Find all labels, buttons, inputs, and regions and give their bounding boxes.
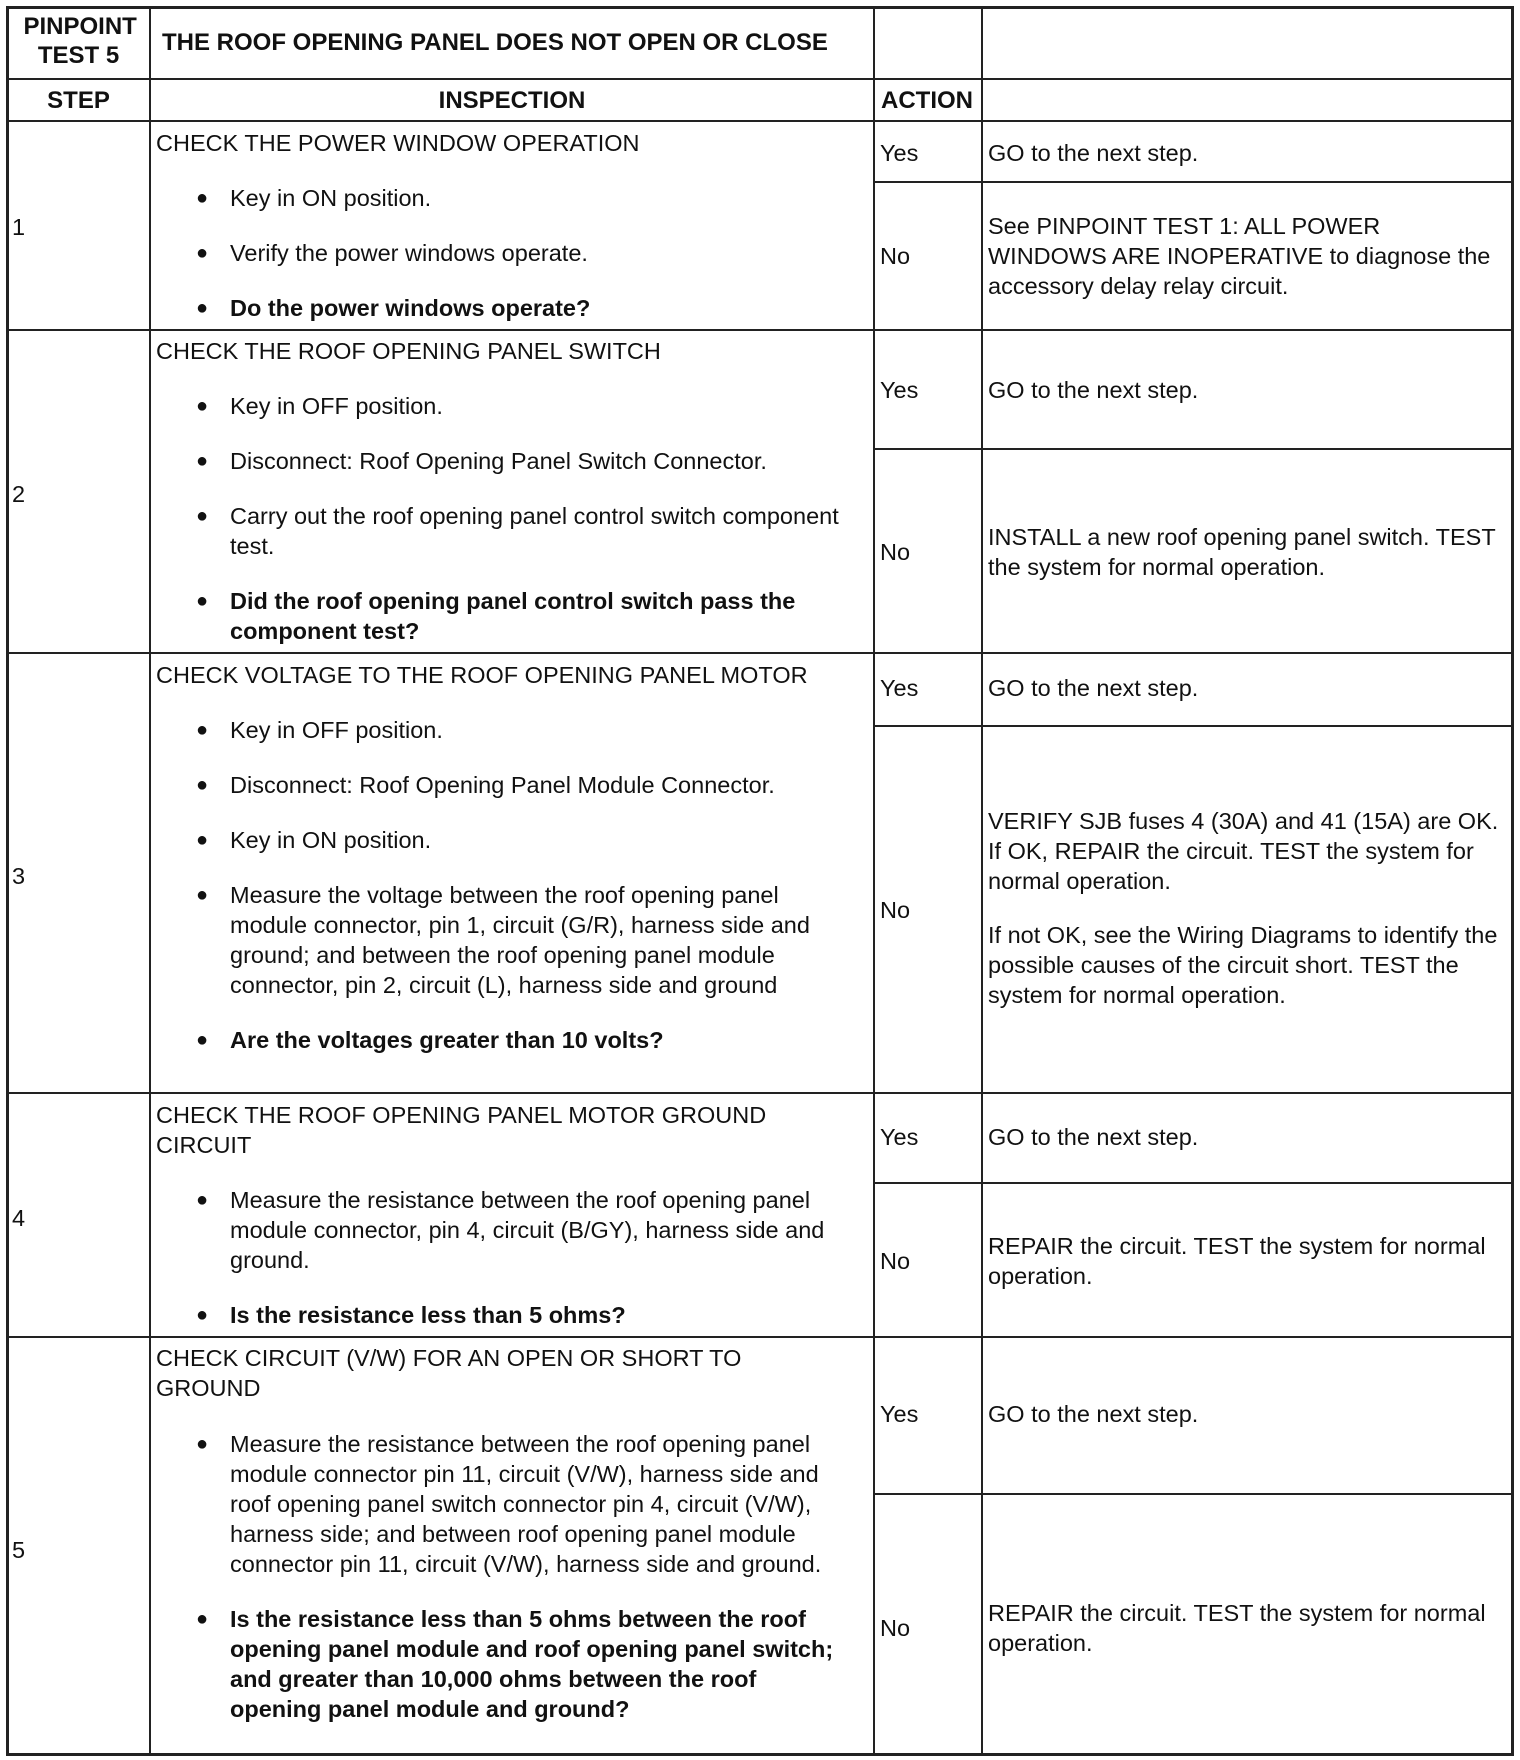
step-bullets <box>196 183 856 323</box>
divider <box>873 1493 1514 1495</box>
yes-label: Yes <box>880 675 919 701</box>
step-number: 5 <box>12 1537 26 1563</box>
bullet: ● Measure the resistance between the roof opening panel module connector pin 11, circuit (V/W), harness side and roof opening panel switch connector pin 4, circuit (V/W), harness side; and between roof opening panel module connector pin 11, circuit (V/W), harness side and ground. <box>196 1429 840 1579</box>
col-header-action-text: ACTION <box>881 87 973 114</box>
yes-result <box>988 673 1500 703</box>
bullet: ● Key in ON position. <box>196 825 856 855</box>
step-bullets <box>196 1429 856 1724</box>
divider <box>873 181 1514 183</box>
col-header-inspection-text: INSPECTION <box>438 87 586 114</box>
divider <box>6 120 1514 122</box>
bullet: ● Disconnect: Roof Opening Panel Module Connector. <box>196 770 856 800</box>
divider <box>873 448 1514 450</box>
step-title: CHECK CIRCUIT (V/W) FOR AN OPEN OR SHORT TO GROUND <box>156 1345 742 1401</box>
no-result <box>988 806 1500 1010</box>
yes-label: Yes <box>880 1124 919 1150</box>
bullet: ● Key in OFF position. <box>196 391 856 421</box>
col-header-action <box>881 86 973 116</box>
no-result-text: If not OK, see the Wiring Diagrams to identify the possible causes of the circuit short. TEST the system for normal operation. <box>988 922 1498 1008</box>
no-label: No <box>880 539 911 565</box>
bullet: ● Measure the voltage between the roof opening panel module connector, pin 1, circuit (G/R), harness side and ground; and between the roof opening panel module connector, pin 2, circuit (L), harness side and ground <box>196 880 830 1000</box>
divider <box>6 1336 1514 1338</box>
step-number: 4 <box>12 1205 26 1231</box>
bullet: ● Verify the power windows operate. <box>196 238 856 268</box>
no-result-text: REPAIR the circuit. TEST the system for normal operation. <box>988 1600 1486 1656</box>
step-bullets <box>196 1185 856 1330</box>
yes-result <box>988 1122 1500 1152</box>
no-result <box>988 1231 1500 1291</box>
no-label: No <box>880 1248 911 1274</box>
yes-result <box>988 375 1500 405</box>
divider <box>6 78 1514 80</box>
no-result <box>988 1598 1500 1658</box>
yes-label: Yes <box>880 140 919 166</box>
yes-result-text: GO to the next step. <box>988 1401 1199 1427</box>
divider <box>6 1092 1514 1094</box>
no-label: No <box>880 1615 911 1641</box>
divider <box>6 329 1514 331</box>
step-title: CHECK THE ROOF OPENING PANEL MOTOR GROUND CIRCUIT <box>156 1102 767 1158</box>
step-question: ● Are the voltages greater than 10 volts? <box>196 1025 856 1055</box>
no-result <box>988 211 1500 301</box>
divider <box>873 1182 1514 1184</box>
step-title: CHECK THE POWER WINDOW OPERATION <box>156 130 640 156</box>
yes-result-text: GO to the next step. <box>988 140 1199 166</box>
test-id-text: PINPOINT TEST 5 <box>23 13 137 69</box>
page-title <box>162 28 828 58</box>
bullet: ● Key in OFF position. <box>196 715 856 745</box>
step-title: CHECK VOLTAGE TO THE ROOF OPENING PANEL MOTOR <box>156 662 808 688</box>
no-label: No <box>880 243 911 269</box>
col-header-step-text: STEP <box>47 87 110 114</box>
yes-result-text: GO to the next step. <box>988 675 1199 701</box>
col-header-inspection <box>151 86 873 116</box>
step-bullets <box>196 715 856 1055</box>
divider <box>149 6 151 1756</box>
yes-result-text: GO to the next step. <box>988 377 1199 403</box>
step-question: ● Did the roof opening panel control switch pass the component test? <box>196 586 856 646</box>
divider <box>6 652 1514 654</box>
bullet: ● Disconnect: Roof Opening Panel Switch Connector. <box>196 446 856 476</box>
no-label: No <box>880 897 911 923</box>
page-title-text: THE ROOF OPENING PANEL DOES NOT OPEN OR CLOSE <box>162 29 828 56</box>
yes-result-text: GO to the next step. <box>988 1124 1199 1150</box>
bullet: ● Carry out the roof opening panel control switch component test. <box>196 501 856 561</box>
test-id <box>8 12 149 70</box>
yes-label: Yes <box>880 377 919 403</box>
yes-result <box>988 138 1500 168</box>
bullet: ● Key in ON position. <box>196 183 856 213</box>
step-number: 3 <box>12 863 26 889</box>
step-title: CHECK THE ROOF OPENING PANEL SWITCH <box>156 338 661 364</box>
yes-label: Yes <box>880 1401 919 1427</box>
no-result-text: INSTALL a new roof opening panel switch. TEST the system for normal operation. <box>988 524 1496 580</box>
divider <box>873 725 1514 727</box>
no-result <box>988 522 1500 582</box>
step-question: ● Do the power windows operate? <box>196 293 856 323</box>
step-question: ● Is the resistance less than 5 ohms between the roof opening panel module and roof opening panel switch; and greater than 10,000 ohms between the roof opening panel module and ground? <box>196 1604 850 1724</box>
step-question: ● Is the resistance less than 5 ohms? <box>196 1300 856 1330</box>
no-result-text: See PINPOINT TEST 1: ALL POWER WINDOWS ARE INOPERATIVE to diagnose the accessory delay relay circuit. <box>988 213 1491 299</box>
no-result-text: REPAIR the circuit. TEST the system for normal operation. <box>988 1233 1486 1289</box>
col-header-step <box>8 86 149 116</box>
step-bullets <box>196 391 856 646</box>
step-number: 2 <box>12 481 26 507</box>
step-number: 1 <box>12 214 26 240</box>
no-result-text: VERIFY SJB fuses 4 (30A) and 41 (15A) are OK. If OK, REPAIR the circuit. TEST the system for normal operation. <box>988 808 1499 894</box>
bullet: ● Measure the resistance between the roof opening panel module connector, pin 4, circuit (B/GY), harness side and ground. <box>196 1185 830 1275</box>
yes-result <box>988 1399 1500 1429</box>
